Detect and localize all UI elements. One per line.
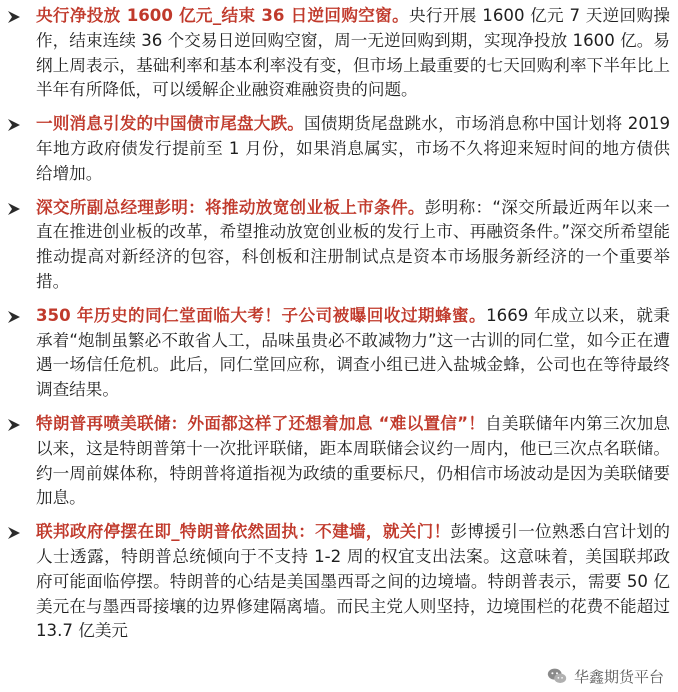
- arrow-bullet-icon: [7, 418, 21, 432]
- arrow-bullet-icon: [7, 526, 21, 540]
- news-headline: 一则消息引发的中国债市尾盘大跌。: [36, 114, 305, 134]
- watermark-label: 华鑫期货平台: [573, 667, 664, 686]
- news-headline: 联邦政府停摆在即_特朗普依然固执：不建墙，就关门！: [36, 522, 451, 542]
- news-body: 自美联储年内第三次加息以来，这是特朗普第十一次批评联储，距本周联储会议约一周内，他已三次点名联储。约一周前媒体称，特朗普将道指视为政绩的重要标尺，仍相信市场波动是因为美联储要加息。: [36, 413, 671, 508]
- news-headline: 350 年历史的同仁堂面临大考！子公司被曝回收过期蜂蜜。: [36, 305, 487, 325]
- news-headline: 深交所副总经理彭明：将推动放宽创业板上市条件。: [36, 197, 425, 217]
- news-headline: 央行净投放 1600 亿元_结束 36 日逆回购空窗。: [36, 6, 410, 25]
- news-body: 1669 年成立以来，就秉承着“炮制虽繁必不敢省人工，品味虽贵必不敢减物力”这一古训的同仁堂，如今正在遭遇一场信任危机。此后，同仁堂回应称，调查小组已进入盐城金蜂，公司也在等待最终调查结果。: [36, 305, 670, 400]
- news-item-1: [0, 4, 678, 103]
- news-body: 央行开展 1600 亿元 7 天逆回购操作，结束连续 36 个交易日逆回购空窗，周一无逆回购到期，实现净投放 1600 亿。易纲上周表示，基础利率和基本利率没有变，但市场上最重要的七天回购利率下半年比上半年有所降低，可以缓解企业融资难融资贵的问题。: [36, 6, 670, 100]
- arrow-bullet-icon: [7, 310, 21, 324]
- news-item-3: [0, 196, 678, 295]
- news-body: 国债期货尾盘跳水，市场消息称中国计划将 2019 年地方政府债发行提前至 1 月份，如果消息属实，市场不久将迎来短时间的地方债供给增加。: [36, 114, 670, 183]
- arrow-bullet-icon: [7, 10, 21, 24]
- news-headline: 特朗普再喷美联储：外面都这样了还想着加息 “难以置信”！: [36, 413, 486, 433]
- watermark: [542, 664, 668, 688]
- news-body: 彭明称：“深交所最近两年以来一直在推进创业板的改革，希望推动放宽创业板的发行上市、再融资条件。”深交所希望能推动提高对新经济的包容，科创板和注册制试点是资本市场服务新经济的一个重要举措。: [36, 197, 670, 291]
- news-item-6: [0, 520, 678, 644]
- news-item-4: [0, 304, 678, 403]
- news-body: 彭博援引一位熟悉白宫计划的人士透露，特朗普总统倾向于不支持 1-2 周的权宜支出法案。这意味着，美国联邦政府可能面临停摆。特朗普的心结是美国墨西哥之间的边境墙。特朗普表示，需要 50 亿美元在与墨西哥接壤的边界修建隔离墙。而民主党人则坚持，边境围栏的花费不能超过 13.7 亿美元: [36, 522, 671, 641]
- news-list: [0, 4, 678, 644]
- wechat-icon: [546, 665, 568, 687]
- arrow-bullet-icon: [7, 202, 21, 216]
- news-item-2: [0, 112, 678, 186]
- arrow-bullet-icon: [7, 118, 21, 132]
- news-item-5: [0, 412, 678, 511]
